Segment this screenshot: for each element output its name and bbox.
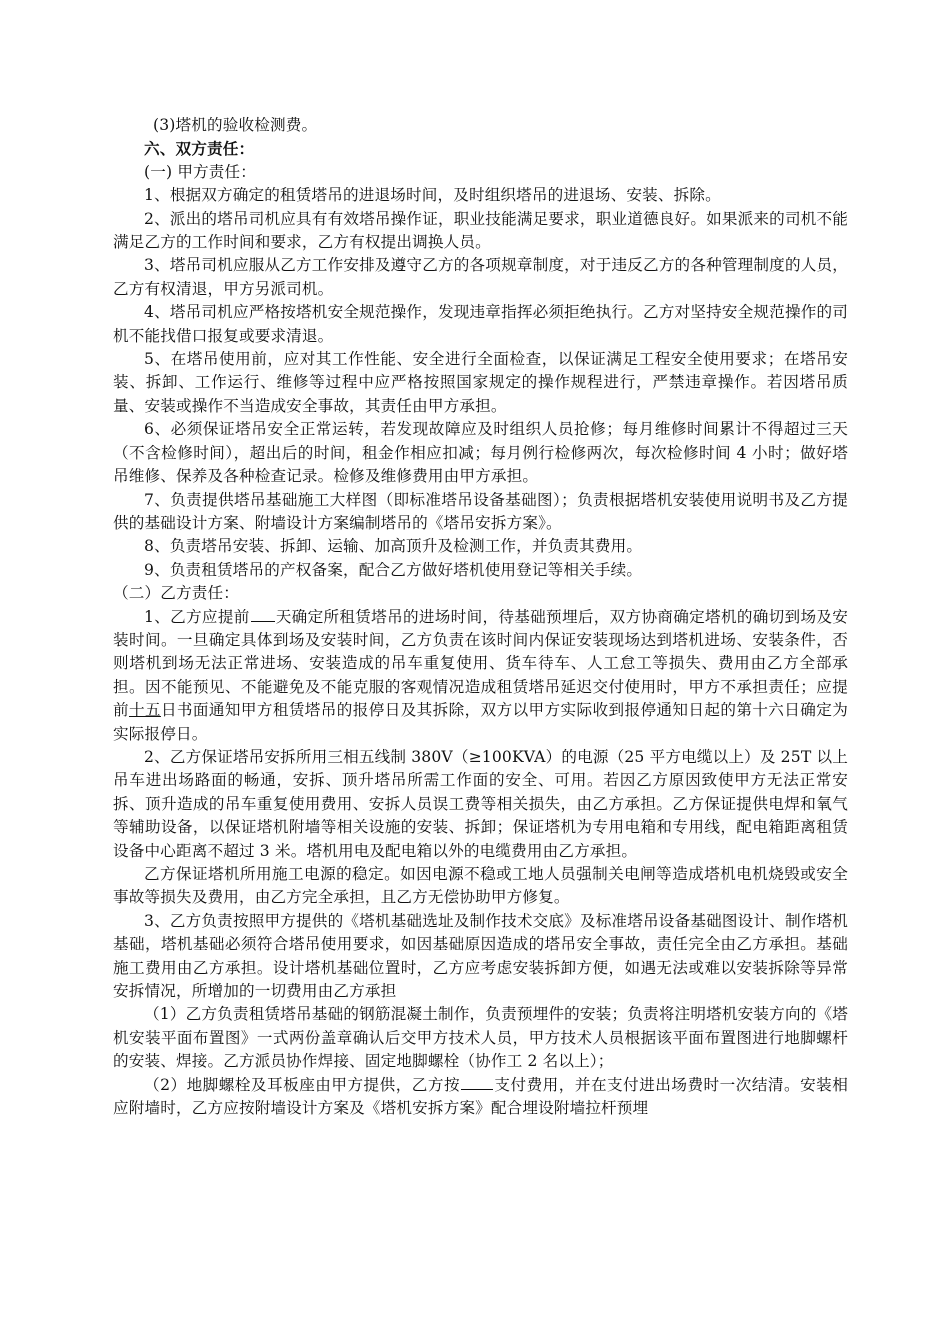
party-a-item-9: 9、负责租赁塔吊的产权备案，配合乙方做好塔机使用登记等相关手续。	[144, 560, 643, 579]
party-b-item-3-sub-2-part-a: （2）地脚螺栓及耳板座由甲方提供，乙方按	[144, 1075, 461, 1094]
party-b-item-1	[113, 606, 848, 746]
subheading-party-a: (一) 甲方责任：	[144, 162, 257, 181]
party-a-item-2: 2、派出的塔吊司机应具有有效塔吊操作证，职业技能满足要求，职业道德良好。如果派来的司机不能满足乙方的工作时间和要求，乙方有权提出调换人员。	[113, 209, 848, 252]
party-a-item-7: 7、负责提供塔吊基础施工大样图（即标准塔吊设备基础图）；负责根据塔机安装使用说明书及乙方提供的基础设计方案、附墙设计方案编制塔吊的《塔吊安拆方案》。	[113, 490, 848, 532]
party-b-item-3-sub-2-part-b: 支付费用，并在支付进出场费时一次结清。安装相应附墙时，乙方应按附墙设计方案及《塔机安拆方案》配合埋设附墙拉杆预埋	[113, 1075, 848, 1118]
party-a-item-6: 6、必须保证塔吊安全正常运转，若发现故障应及时组织人员抢修；每月维修时间累计不得超过三天（不含检修时间），超出后的时间，租金作相应扣减；每月例行检修两次，每次检修时间 4 小时；做好塔吊维修、保养及各种检查记录。检修及维修费用由甲方承担。	[113, 420, 848, 486]
subheading-party-b: （二）乙方责任：	[113, 584, 239, 603]
party-b-item-2: 2、乙方保证塔吊安拆所用三相五线制 380V（≥100KVA）的电源（25 平方电缆以上）及 25T 以上吊车进出场路面的畅通，安拆、顶升塔吊所需工作面的安全、可用。若因乙方原因致使甲方无法正常安拆、顶升造成的吊车重复使用费用、安拆人员误工费等相关损失，由乙方承担。乙方保证提供电焊和氧气等辅助设备，以保证塔机附墙等相关设施的安装、拆卸；保证塔机为专用电箱和专用线，配电箱距离租赁设备中心距离不超过 3 米。塔机用电及配电箱以外的电缆费用由乙方承担。	[113, 747, 848, 860]
party-a-item-1: 1、根据双方确定的租赁塔吊的进退场时间，及时组织塔吊的进退场、安装、拆除。	[144, 186, 721, 205]
party-b-item-1-part-a: 1、乙方应提前	[144, 607, 250, 626]
party-b-power-stability: 乙方保证塔机所用施工电源的稳定。如因电源不稳或工地人员强制关电闸等造成塔机电机烧毁或安全事故等损失及费用，由乙方完全承担，且乙方无偿协助甲方修复。	[113, 865, 848, 907]
party-b-item-3: 3、乙方负责按照甲方提供的《塔机基础选址及制作技术交底》及标准塔吊设备基础图设计、制作塔机基础，塔机基础必须符合塔吊使用要求，如因基础原因造成的塔吊安全事故，责任完全由乙方承担。基础施工费用由乙方承担。设计塔机基础位置时，乙方应考虑安装拆卸方便，如遇无法或难以安装拆除等异常安拆情况，所增加的一切费用由乙方承担	[113, 911, 848, 1001]
paragraph-3-inspection-fee: (3)塔机的验收检测费。	[153, 116, 318, 134]
document-body	[113, 114, 848, 1120]
party-b-item-1-part-b: 天确定所租赁塔吊的进场时间，待基础预埋后，双方协商确定塔机的确切到场及安装时间。一旦确定具体到场及安装时间，乙方负责在该时间内保证安装现场达到塔机进场、安装条件，否则塔机到场无法正常进场、安装造成的吊车重复使用、货车待车、人工怠工等损失、费用由乙方全部承担。因不能预见、不能避免及不能克服的客观情况造成租赁塔吊延迟交付使用时，甲方不承担责任；应提前	[113, 607, 848, 720]
party-a-item-3: 3、塔吊司机应服从乙方工作安排及遵守乙方的各项规章制度，对于违反乙方的各种管理制度的人员，乙方有权清退，甲方另派司机。	[113, 256, 848, 298]
party-a-item-4: 4、塔吊司机应严格按塔机安全规范操作，发现违章指挥必须拒绝执行。乙方对坚持安全规范操作的司机不能找借口报复或要求清退。	[113, 303, 848, 345]
blank-payment-field	[461, 1075, 493, 1090]
party-b-item-1-part-d: 日书面通知甲方租赁塔吊的报停日及其拆除，双方以甲方实际收到报停通知日起的第十六日确定为实际报停日。	[113, 701, 848, 743]
section-heading-six: 六、双方责任：	[144, 139, 255, 159]
party-b-item-3-sub-1: （1）乙方负责租赁塔吊基础的钢筋混凝土制作，负责预埋件的安装；负责将注明塔机安装方向的《塔机安装平面布置图》一式两份盖章确认后交甲方技术人员，甲方技术人员根据该平面布置图进行地脚螺杆的安装、焊接。乙方派员协作焊接、固定地脚螺栓（协作工 2 名以上）；	[113, 1005, 848, 1071]
blank-days-field	[251, 607, 275, 622]
party-b-item-3-sub-2	[113, 1074, 848, 1121]
underlined-fifteen: 十五	[128, 701, 161, 720]
party-a-item-8: 8、负责塔吊安装、拆卸、运输、加高顶升及检测工作，并负责其费用。	[144, 537, 643, 556]
party-a-item-5: 5、在塔吊使用前，应对其工作性能、安全进行全面检查，以保证满足工程安全使用要求；在塔吊安装、拆卸、工作运行、维修等过程中应严格按照国家规定的操作规程进行，严禁违章操作。若因塔吊质量、安装或操作不当造成安全事故，其责任由甲方承担。	[113, 350, 848, 415]
